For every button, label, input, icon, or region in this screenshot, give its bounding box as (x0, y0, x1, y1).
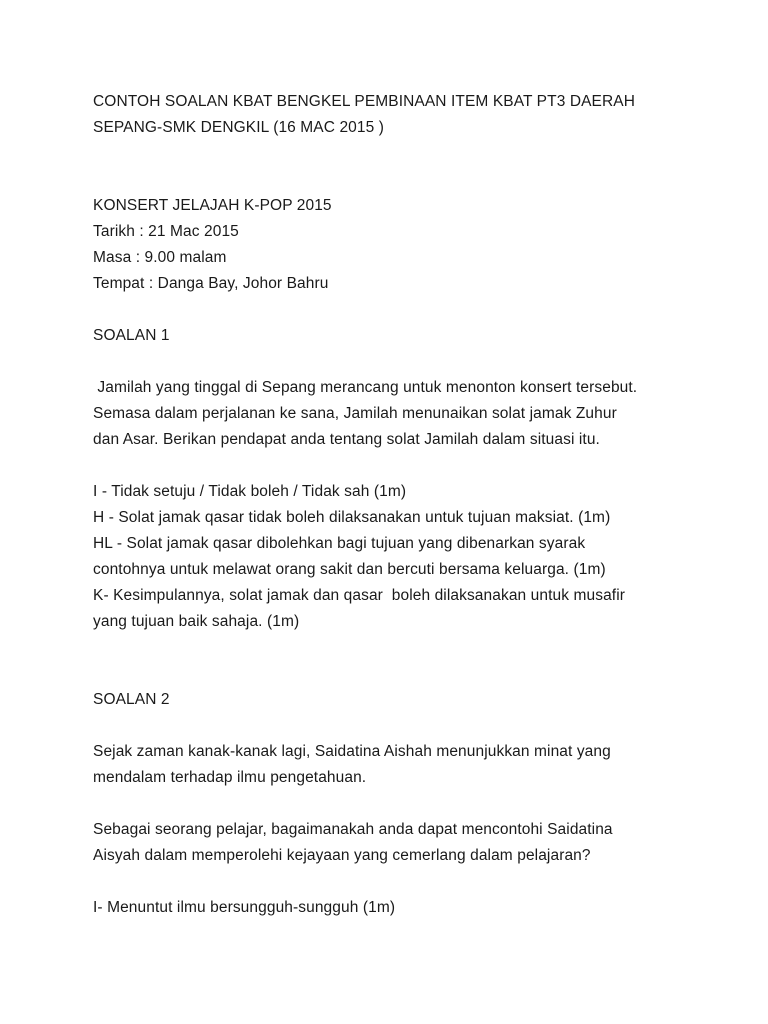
question-1-heading: SOALAN 1 (93, 327, 170, 344)
event-name: KONSERT JELAJAH K-POP 2015 (93, 197, 332, 214)
question-1-answer-line: HL - Solat jamak qasar dibolehkan bagi tujuan yang dibenarkan syarak (93, 535, 586, 552)
question-1-answer-line: yang tujuan baik sahaja. (1m) (93, 613, 300, 630)
spacer (93, 869, 723, 895)
event-place: Tempat : Danga Bay, Johor Bahru (93, 275, 329, 292)
question-1-text-line: dan Asar. Berikan pendapat anda tentang solat Jamilah dalam situasi itu. (93, 431, 600, 448)
title-line-1: CONTOH SOALAN KBAT BENGKEL PEMBINAAN ITEM KBAT PT3 DAERAH (93, 93, 636, 110)
spacer (93, 349, 723, 375)
document-title (93, 89, 723, 141)
question-2-stimulus-line: Sejak zaman kanak-kanak lagi, Saidatina Aishah menunjukkan minat yang (93, 743, 611, 760)
question-2 (93, 687, 723, 921)
question-1-answer-line: K- Kesimpulannya, solat jamak dan qasar boleh dilaksanakan untuk musafir (93, 587, 626, 604)
question-1-text-line: Jamilah yang tinggal di Sepang merancang untuk menonton konsert tersebut. (93, 379, 638, 396)
spacer (93, 297, 723, 323)
question-1-text-line: Semasa dalam perjalanan ke sana, Jamilah menunaikan solat jamak Zuhur (93, 405, 617, 422)
document-page (93, 89, 723, 921)
question-2-answer-line: I- Menuntut ilmu bersungguh-sungguh (1m) (93, 899, 396, 916)
spacer (93, 791, 723, 817)
question-2-stimulus-line: mendalam terhadap ilmu pengetahuan. (93, 769, 367, 786)
event-date: Tarikh : 21 Mac 2015 (93, 223, 239, 240)
event-time: Masa : 9.00 malam (93, 249, 227, 266)
spacer (93, 635, 723, 687)
spacer (93, 713, 723, 739)
event-details (93, 193, 723, 297)
title-line-2: SEPANG-SMK DENGKIL (16 MAC 2015 ) (93, 119, 384, 136)
question-2-text-line: Aisyah dalam memperolehi kejayaan yang cemerlang dalam pelajaran? (93, 847, 591, 864)
spacer (93, 453, 723, 479)
question-1-answer-line: contohnya untuk melawat orang sakit dan bercuti bersama keluarga. (1m) (93, 561, 606, 578)
question-1-answer-line: H - Solat jamak qasar tidak boleh dilaksanakan untuk tujuan maksiat. (1m) (93, 509, 611, 526)
question-2-text-line: Sebagai seorang pelajar, bagaimanakah anda dapat mencontohi Saidatina (93, 821, 613, 838)
question-2-heading: SOALAN 2 (93, 691, 170, 708)
spacer (93, 141, 723, 193)
question-1 (93, 323, 723, 635)
question-1-answer-line: I - Tidak setuju / Tidak boleh / Tidak sah (1m) (93, 483, 407, 500)
